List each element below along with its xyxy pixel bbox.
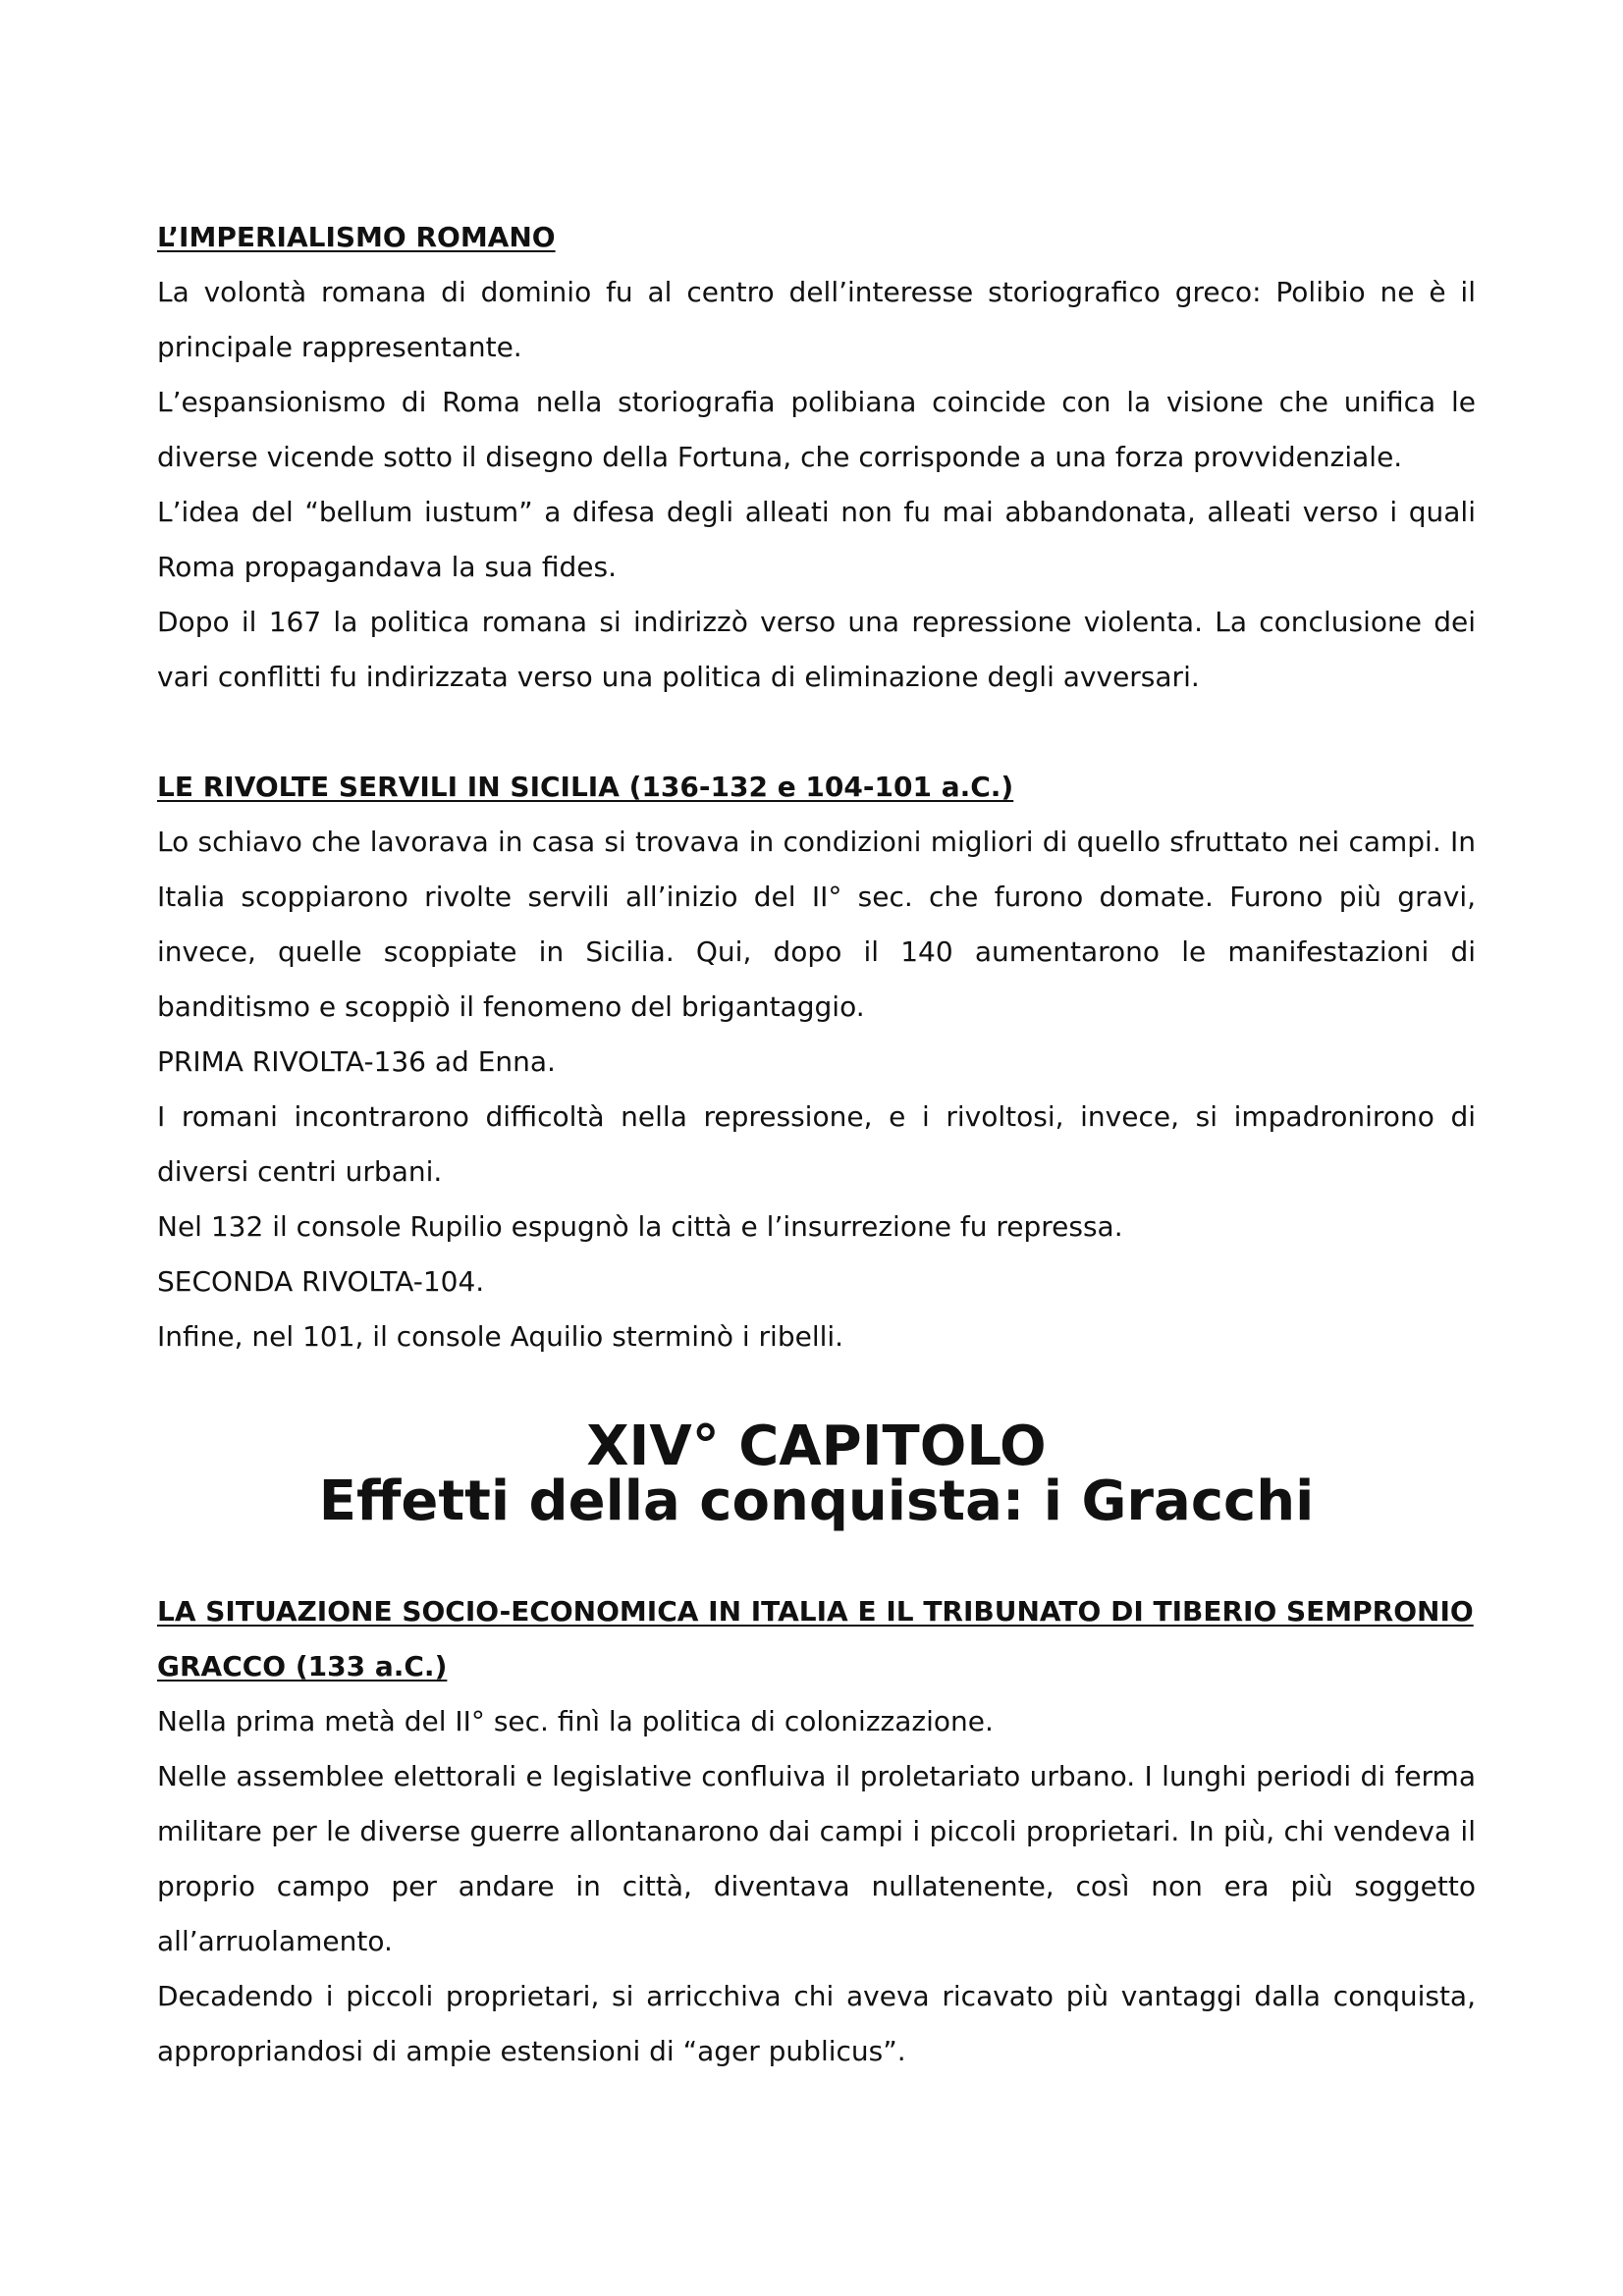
- paragraph: Infine, nel 101, il console Aquilio sterminò i ribelli.: [157, 1320, 844, 1353]
- paragraph: Nelle assemblee elettorali e legislative confluiva il proletariato urbano. I lunghi periodi di ferma militare per le diverse guerre allontanarono dai campi i piccoli proprietari. In più, chi vendeva il proprio campo per andare in città, diventava nullatenente, così non era più soggetto all’arruolamento.: [157, 1760, 1476, 1957]
- paragraph: Decadendo i piccoli proprietari, si arricchiva chi aveva ricavato più vantaggi dalla conquista, appropriandosi di ampie estensioni di “ager publicus”.: [157, 1980, 1476, 2067]
- paragraph: L’espansionismo di Roma nella storiografia polibiana coincide con la visione che unifica le diverse vicende sotto il disegno della Fortuna, che corrisponde a una forza provvidenziale.: [157, 386, 1476, 473]
- section-title-imperialismo: L’IMPERIALISMO ROMANO: [157, 221, 556, 253]
- spacer: [157, 1529, 1476, 1584]
- section-title-rivolte-servili: LE RIVOLTE SERVILI IN SICILIA (136-132 e 104-101 a.C.): [157, 771, 1014, 803]
- document-page: [157, 210, 1476, 2079]
- paragraph: I romani incontrarono difficoltà nella repressione, e i rivoltosi, invece, si impadronirono di diversi centri urbani.: [157, 1100, 1476, 1188]
- paragraph: Nel 132 il console Rupilio espugnò la città e l’insurrezione fu repressa.: [157, 1210, 1123, 1243]
- paragraph: PRIMA RIVOLTA-136 ad Enna.: [157, 1045, 556, 1078]
- chapter-subtitle: Effetti della conquista: i Gracchi: [318, 1469, 1315, 1533]
- section-title-situazione-socio-economica: LA SITUAZIONE SOCIO-ECONOMICA IN ITALIA E IL TRIBUNATO DI TIBERIO SEMPRONIO GRACCO (133 a.C.): [157, 1595, 1474, 1682]
- paragraph: SECONDA RIVOLTA-104.: [157, 1265, 485, 1298]
- chapter-number: XIV° CAPITOLO: [586, 1415, 1047, 1478]
- paragraph: Dopo il 167 la politica romana si indirizzò verso una repressione violenta. La conclusione dei vari conflitti fu indirizzata verso una politica di eliminazione degli avversari.: [157, 606, 1476, 693]
- spacer: [157, 1364, 1476, 1419]
- paragraph: Lo schiavo che lavorava in casa si trovava in condizioni migliori di quello sfruttato nei campi. In Italia scoppiarono rivolte servili all’inizio del II° sec. che furono domate. Furono più gravi, invece, quelle scoppiate in Sicilia. Qui, dopo il 140 aumentarono le manifestazioni di banditismo e scoppiò il fenomeno del brigantaggio.: [157, 826, 1476, 1023]
- paragraph: La volontà romana di dominio fu al centro dell’interesse storiografico greco: Polibio ne è il principale rappresentante.: [157, 276, 1476, 363]
- paragraph: L’idea del “bellum iustum” a difesa degli alleati non fu mai abbandonata, alleati verso i quali Roma propagandava la sua fides.: [157, 496, 1476, 583]
- paragraph: Nella prima metà del II° sec. finì la politica di colonizzazione.: [157, 1705, 994, 1737]
- spacer: [157, 705, 1476, 760]
